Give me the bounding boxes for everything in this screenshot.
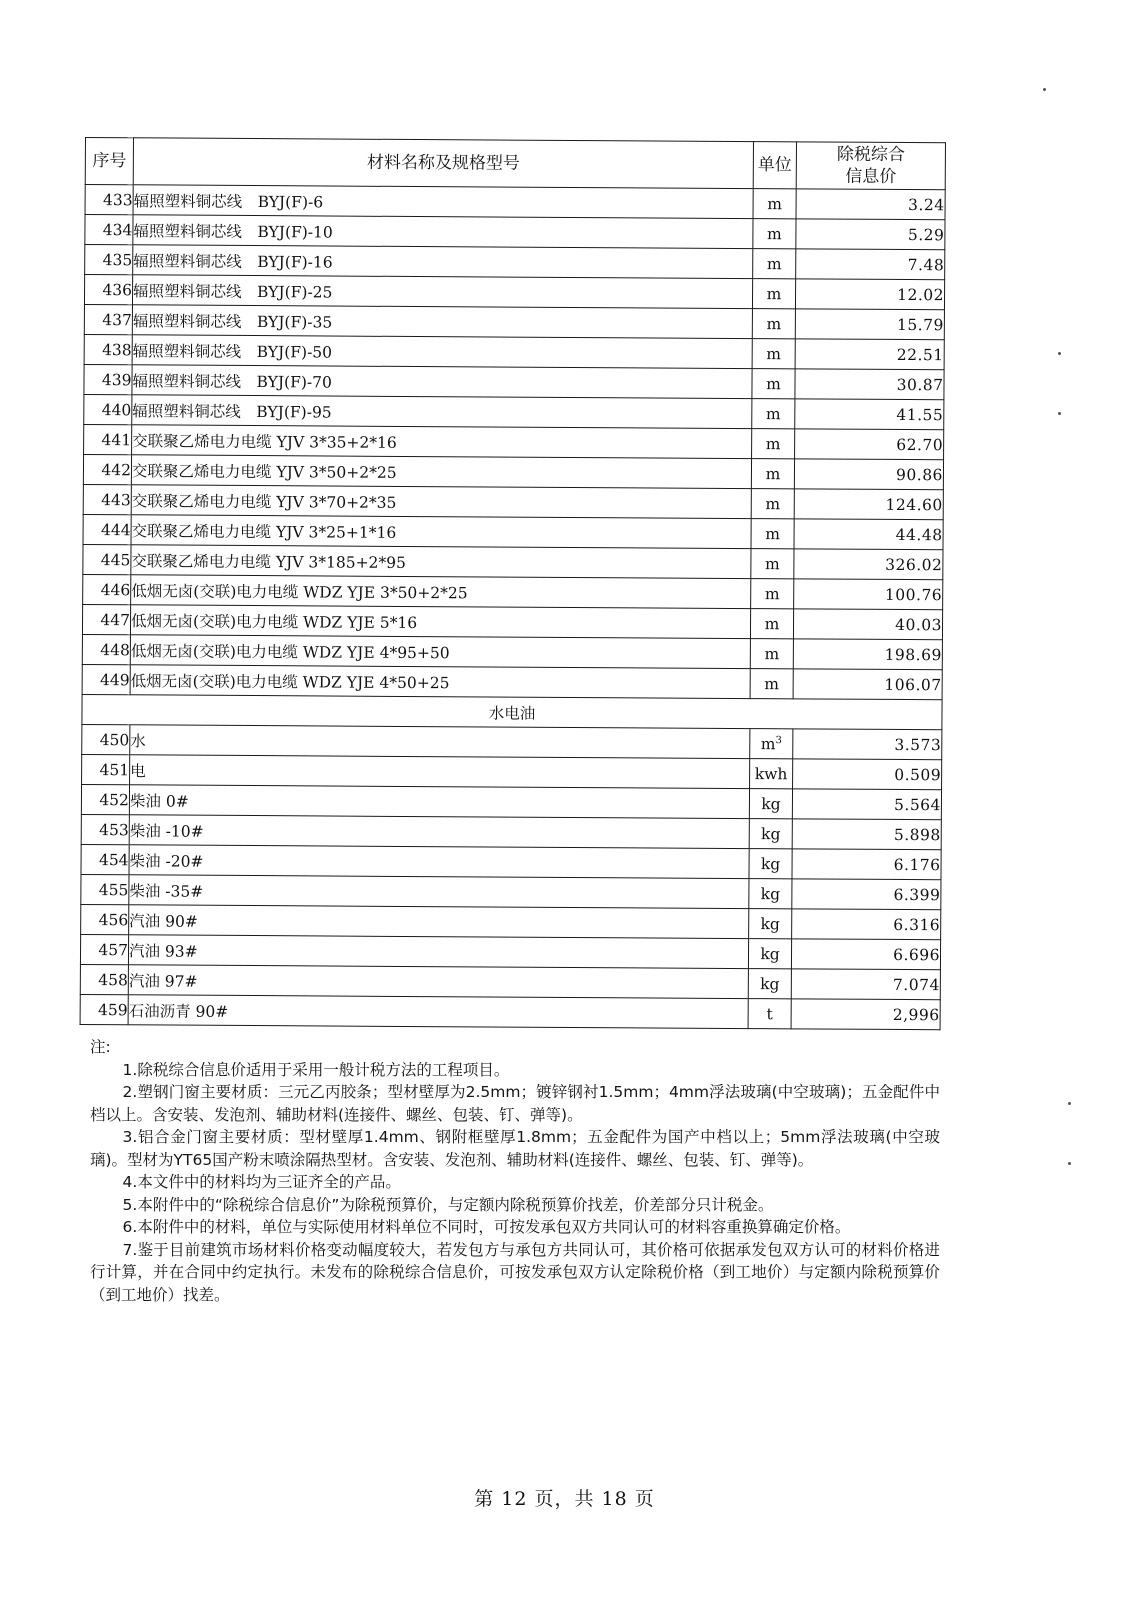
row-no: 452 xyxy=(81,784,129,814)
row-price: 106.07 xyxy=(793,669,942,700)
row-no: 438 xyxy=(84,334,132,364)
row-name: 辐照塑料铜芯线 BYJ(F)-35 xyxy=(132,305,752,339)
row-name: 交联聚乙烯电力电缆 YJV 3*35+2*16 xyxy=(132,425,752,459)
table-body-cables xyxy=(82,185,945,700)
row-price: 124.60 xyxy=(794,489,943,520)
row-name: 辐照塑料铜芯线 BYJ(F)-50 xyxy=(132,335,752,369)
row-no: 449 xyxy=(82,664,130,694)
scan-speck xyxy=(1068,1102,1071,1105)
note-item: 1.除税综合信息价适用于采用一般计税方法的工程项目。 xyxy=(122,1060,510,1079)
row-no: 456 xyxy=(81,904,129,934)
row-name: 水 xyxy=(130,725,750,759)
row-name: 交联聚乙烯电力电缆 YJV 3*185+2*95 xyxy=(131,545,751,579)
header-no: 序号 xyxy=(85,138,133,185)
row-unit: m xyxy=(753,249,796,279)
row-name: 柴油 -35# xyxy=(129,875,749,909)
note-item: 2.塑钢门窗主要材质：三元乙丙胶条；型材壁厚为2.5mm；镀锌钢衬1.5mm；4mm浮法玻璃(中空玻璃)；五金配件中档以上。含安装、发泡剂、辅助材料(连接件、螺丝、包装、钉、弹等)。 xyxy=(90,1083,940,1124)
row-no: 451 xyxy=(82,754,130,784)
header-price-line2: 信息价 xyxy=(845,166,897,187)
row-no: 445 xyxy=(83,544,131,574)
table-header xyxy=(85,138,945,190)
row-price: 198.69 xyxy=(793,639,942,670)
row-price: 40.03 xyxy=(793,609,942,640)
row-no: 455 xyxy=(81,874,129,904)
row-name: 辐照塑料铜芯线 BYJ(F)-6 xyxy=(133,185,753,219)
row-no: 442 xyxy=(83,454,131,484)
row-name: 低烟无卤(交联)电力电缆 WDZ YJE 3*50+2*25 xyxy=(131,575,751,609)
row-no: 436 xyxy=(84,275,132,305)
row-unit: m xyxy=(752,309,795,339)
price-table xyxy=(80,137,946,1030)
row-unit: m xyxy=(752,339,795,369)
row-name: 交联聚乙烯电力电缆 YJV 3*70+2*35 xyxy=(131,485,751,519)
section-title: 水电油 xyxy=(82,694,942,729)
row-unit: m xyxy=(752,279,795,309)
row-no: 444 xyxy=(83,514,131,544)
row-price: 7.48 xyxy=(796,249,945,280)
header-unit: 单位 xyxy=(753,142,796,189)
row-unit: m xyxy=(751,459,794,489)
row-unit: m xyxy=(751,489,794,519)
unit-base: m xyxy=(760,734,776,753)
row-name: 低烟无卤(交联)电力电缆 WDZ YJE 4*50+25 xyxy=(130,665,750,699)
row-unit: m xyxy=(750,639,793,669)
row-name: 汽油 97# xyxy=(128,965,748,999)
row-price: 62.70 xyxy=(795,429,944,460)
row-unit: kg xyxy=(749,849,792,879)
row-unit: m xyxy=(750,609,793,639)
row-unit: kwh xyxy=(750,759,793,789)
row-name: 柴油 -10# xyxy=(129,815,749,849)
row-price: 6.696 xyxy=(791,939,940,970)
notes-list xyxy=(90,1059,940,1307)
row-no: 447 xyxy=(82,604,130,634)
row-name: 交联聚乙烯电力电缆 YJV 3*50+2*25 xyxy=(131,455,751,489)
row-no: 439 xyxy=(84,364,132,394)
row-price: 30.87 xyxy=(795,369,944,400)
row-price: 5.898 xyxy=(792,819,941,850)
row-price: 44.48 xyxy=(794,519,943,550)
row-name: 交联聚乙烯电力电缆 YJV 3*25+1*16 xyxy=(131,515,751,549)
row-no: 453 xyxy=(81,814,129,844)
row-unit xyxy=(750,729,793,759)
row-price: 3.573 xyxy=(793,729,942,760)
header-price xyxy=(796,142,945,190)
row-no: 458 xyxy=(80,964,128,994)
table-body-utilities xyxy=(80,754,942,1029)
note-item: 7.鉴于目前建筑市场材料价格变动幅度较大，若发包方与承包方共同认可，其价格可依据承发包双方认可的材料价格进行计算，并在合同中约定执行。未发布的除税综合信息价，可按发承包双方认定除税价格（到工地价）与定额内除税预算价（到工地价）找差。 xyxy=(90,1240,940,1304)
row-unit: m xyxy=(752,399,795,429)
row-no: 440 xyxy=(84,394,132,424)
row-price: 6.176 xyxy=(792,849,941,880)
row-price: 326.02 xyxy=(794,549,943,580)
row-price: 5.564 xyxy=(792,789,941,820)
row-unit: kg xyxy=(749,789,792,819)
row-no: 441 xyxy=(84,424,132,454)
row-unit: m xyxy=(751,549,794,579)
notes-block xyxy=(90,1036,940,1306)
note-item: 5.本附件中的“除税综合信息价”为除税预算价，与定额内除税预算价找差，价差部分只计税金。 xyxy=(122,1195,774,1214)
header-price-line1: 除税综合 xyxy=(836,144,905,166)
row-no: 434 xyxy=(85,215,133,245)
row-price: 15.79 xyxy=(795,309,944,340)
row-unit: kg xyxy=(749,819,792,849)
row-name: 汽油 90# xyxy=(129,905,749,939)
row-price: 6.399 xyxy=(792,879,941,910)
row-price: 12.02 xyxy=(795,279,944,310)
row-unit: m xyxy=(752,369,795,399)
scan-speck xyxy=(1043,88,1046,91)
row-name: 辐照塑料铜芯线 BYJ(F)-25 xyxy=(132,275,752,309)
row-unit: m xyxy=(751,579,794,609)
scan-speck xyxy=(1058,352,1061,355)
row-name: 低烟无卤(交联)电力电缆 WDZ YJE 5*16 xyxy=(130,605,750,639)
row-unit: m xyxy=(753,189,796,219)
row-no: 446 xyxy=(83,574,131,604)
row-unit: m xyxy=(753,219,796,249)
note-item: 3.铝合金门窗主要材质：型材壁厚1.4mm、钢附框壁厚1.8mm；五金配件为国产中档以上；5mm浮法玻璃(中空玻璃)。型材为YT65国产粉末喷涂隔热型材。含安装、发泡剂、辅助材料(连接件、螺丝、包装、钉、弹等)。 xyxy=(90,1128,940,1169)
row-no: 454 xyxy=(81,844,129,874)
row-price: 90.86 xyxy=(794,459,943,490)
row-unit: kg xyxy=(748,969,791,999)
row-price: 7.074 xyxy=(791,969,940,1000)
row-name: 汽油 93# xyxy=(128,935,748,969)
row-name: 电 xyxy=(130,755,750,789)
row-no: 435 xyxy=(85,245,133,275)
row-name: 辐照塑料铜芯线 BYJ(F)-95 xyxy=(132,395,752,429)
scan-speck xyxy=(1058,412,1061,415)
header-name: 材料名称及规格型号 xyxy=(133,138,753,189)
row-unit: kg xyxy=(748,939,791,969)
row-no: 433 xyxy=(85,185,133,215)
row-price: 0.509 xyxy=(793,759,942,790)
row-no: 450 xyxy=(82,724,130,754)
scan-speck xyxy=(1068,1162,1071,1165)
row-unit: m xyxy=(752,429,795,459)
row-no: 448 xyxy=(82,634,130,664)
row-name: 石油沥青 90# xyxy=(128,995,748,1029)
row-name: 低烟无卤(交联)电力电缆 WDZ YJE 4*95+50 xyxy=(130,635,750,669)
row-price: 22.51 xyxy=(795,339,944,370)
row-no: 459 xyxy=(80,994,128,1024)
row-no: 437 xyxy=(84,304,132,334)
row-name: 辐照塑料铜芯线 BYJ(F)-10 xyxy=(133,215,753,249)
table-row xyxy=(80,994,940,1029)
page-footer: 第 12 页，共 18 页 xyxy=(474,1488,655,1510)
row-price: 41.55 xyxy=(795,399,944,430)
note-item: 6.本附件中的材料，单位与实际使用材料单位不同时，可按发承包双方共同认可的材料容重换算确定价格。 xyxy=(122,1218,851,1236)
row-unit: kg xyxy=(749,879,792,909)
row-name: 柴油 0# xyxy=(129,785,749,819)
row-no: 457 xyxy=(80,934,128,964)
unit-superscript: 3 xyxy=(775,734,782,746)
row-no: 443 xyxy=(83,484,131,514)
note-item: 4.本文件中的材料均为三证齐全的产品。 xyxy=(122,1173,401,1191)
row-name: 辐照塑料铜芯线 BYJ(F)-16 xyxy=(133,245,753,279)
row-price: 6.316 xyxy=(792,909,941,940)
row-price: 5.29 xyxy=(796,219,945,250)
row-price: 100.76 xyxy=(794,579,943,610)
row-unit: kg xyxy=(749,909,792,939)
notes-title: 注: xyxy=(90,1038,111,1056)
row-price: 3.24 xyxy=(796,189,945,220)
row-unit: m xyxy=(750,669,793,699)
row-price: 2,996 xyxy=(791,999,940,1030)
row-name: 辐照塑料铜芯线 BYJ(F)-70 xyxy=(132,365,752,399)
table-body-section xyxy=(82,694,942,759)
row-name: 柴油 -20# xyxy=(129,845,749,879)
row-unit: t xyxy=(748,999,791,1029)
row-unit: m xyxy=(751,519,794,549)
